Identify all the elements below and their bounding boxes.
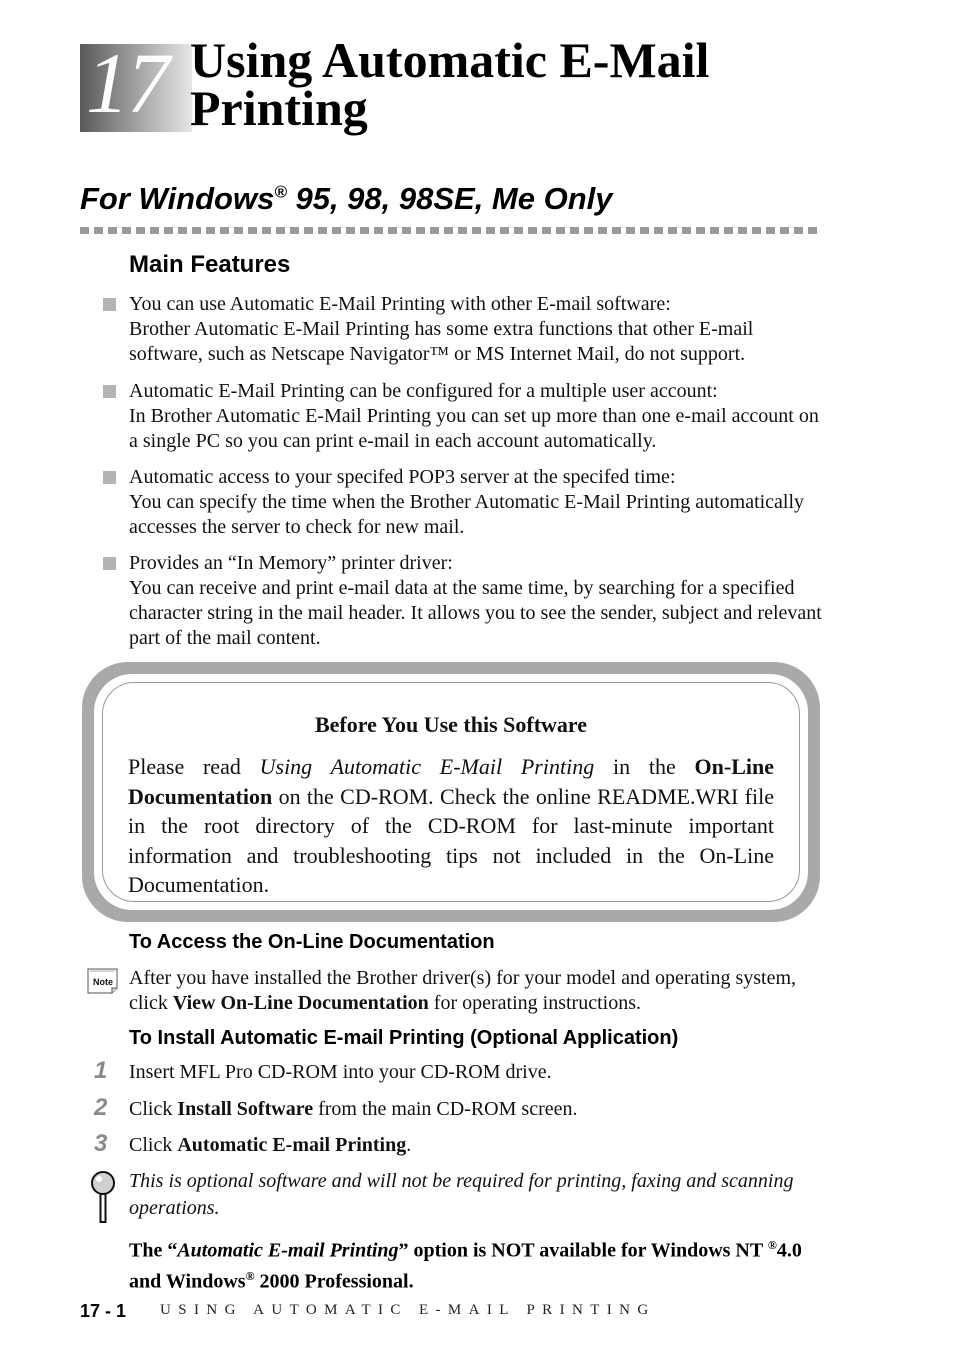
box-text: in the — [594, 754, 695, 779]
box-heading: Before You Use this Software — [314, 712, 588, 737]
page-number: 17 - 1 — [80, 1301, 127, 1321]
bullet-square — [103, 471, 116, 484]
box-italic-text: Using Automatic E-Mail Printing — [259, 754, 595, 779]
chapter-title — [190, 32, 710, 136]
pushpin-icon — [88, 1170, 118, 1224]
step-text — [129, 1061, 552, 1084]
step-text — [129, 1134, 411, 1157]
step-number: 3 — [94, 1130, 108, 1157]
box-text: Please read — [128, 754, 260, 779]
step-text-plain: . — [406, 1134, 412, 1156]
box-body — [128, 752, 774, 900]
feature-bullet-head: Provides an “In Memory” printer driver: — [129, 552, 453, 574]
warning-part: 4.0 and Windows — [129, 1239, 802, 1293]
feature-bullet-head: Automatic access to your specifed POP3 server at the specifed time: — [129, 466, 676, 488]
warning-part: The “ — [129, 1239, 178, 1262]
feature-bullet — [129, 292, 829, 367]
step-number: 1 — [94, 1057, 108, 1084]
chapter-number: 17 — [86, 35, 168, 131]
step-text-plain: Insert MFL Pro CD-ROM into your CD-ROM drive. — [129, 1061, 552, 1083]
box-text: on the CD-ROM. Check the online README.WRI file in the root directory of the CD-ROM for last-minute important information and troubleshooting tips not included in the On-Line Documentation. — [128, 783, 774, 897]
step-number: 2 — [94, 1094, 108, 1121]
note-icon — [86, 966, 120, 996]
note-icon-label: Note — [93, 977, 113, 987]
bullet-square — [103, 298, 116, 311]
chapter-title-line2: Printing — [190, 80, 368, 136]
access-text: After you have installed the Brother driver(s) for your model and operating system, click — [129, 967, 797, 1014]
registered-mark: ® — [245, 1268, 255, 1283]
registered-mark: ® — [274, 182, 287, 202]
feature-bullet-head: Automatic E-Mail Printing can be configured for a multiple user account: — [129, 380, 718, 402]
feature-bullet-head: You can use Automatic E-Mail Printing with other E-mail software: — [129, 293, 671, 315]
warning-italic: Automatic E-mail Printing — [177, 1239, 399, 1262]
access-heading: To Access the On-Line Documentation — [129, 931, 495, 953]
chapter-title-line1: Using Automatic E-Mail — [190, 32, 710, 88]
access-text: for operating instructions. — [428, 992, 641, 1014]
bullet-square — [103, 385, 116, 398]
warning-text — [129, 1233, 829, 1294]
feature-bullet — [129, 465, 829, 540]
feature-bullet — [129, 551, 829, 651]
feature-bullet-body: You can receive and print e-mail data at the same time, by searching for a specified character string in the mail header. It allows you to see the sender, subject and relevant part of the mail content. — [129, 577, 822, 649]
section-title-prefix: For Windows — [80, 181, 275, 216]
install-heading: To Install Automatic E-mail Printing (Optional Application) — [129, 1027, 679, 1049]
step-text-plain: Click — [129, 1134, 178, 1156]
before-you-use-box — [82, 662, 820, 922]
access-bold-text: View On-Line Documentation — [172, 992, 429, 1014]
feature-bullet — [129, 379, 829, 454]
step-text-bold: Automatic E-mail Printing — [177, 1134, 407, 1156]
warning-part: ” option is NOT available for Windows NT — [398, 1239, 768, 1262]
bullet-square — [103, 557, 116, 570]
feature-bullet-body: Brother Automatic E-Mail Printing has some extra functions that other E-mail software, such as Netscape Navigator™ or MS Internet Mail, do not support. — [129, 318, 754, 365]
step-text — [129, 1098, 577, 1121]
registered-mark: ® — [767, 1238, 777, 1252]
main-features-heading: Main Features — [129, 251, 291, 278]
step-text-bold: Install Software — [177, 1098, 314, 1120]
tip-text: This is optional software and will not be required for printing, faxing and scanning operations. — [129, 1170, 794, 1219]
feature-bullet-body: You can specify the time when the Brother Automatic E-Mail Printing automatically accesses the server to check for new mail. — [129, 491, 805, 538]
section-title — [80, 181, 613, 217]
warning-part: 2000 Professional. — [254, 1270, 414, 1293]
chapter-number-badge — [80, 35, 192, 132]
section-title-suffix: 95, 98, 98SE, Me Only — [286, 181, 613, 216]
step-text-plain: from the main CD-ROM screen. — [313, 1098, 578, 1120]
running-footer-title: USING AUTOMATIC E-MAIL PRINTING — [160, 1302, 656, 1318]
step-text-plain: Click — [129, 1098, 178, 1120]
dotted-divider — [80, 227, 822, 234]
access-paragraph — [129, 966, 829, 1016]
feature-bullet-body: In Brother Automatic E-Mail Printing you can set up more than one e-mail account on a single PC so you can print e-mail in each account automatically. — [129, 405, 819, 452]
box-inner — [94, 674, 808, 910]
box-bold-text: On-Line Documentation — [128, 754, 774, 809]
